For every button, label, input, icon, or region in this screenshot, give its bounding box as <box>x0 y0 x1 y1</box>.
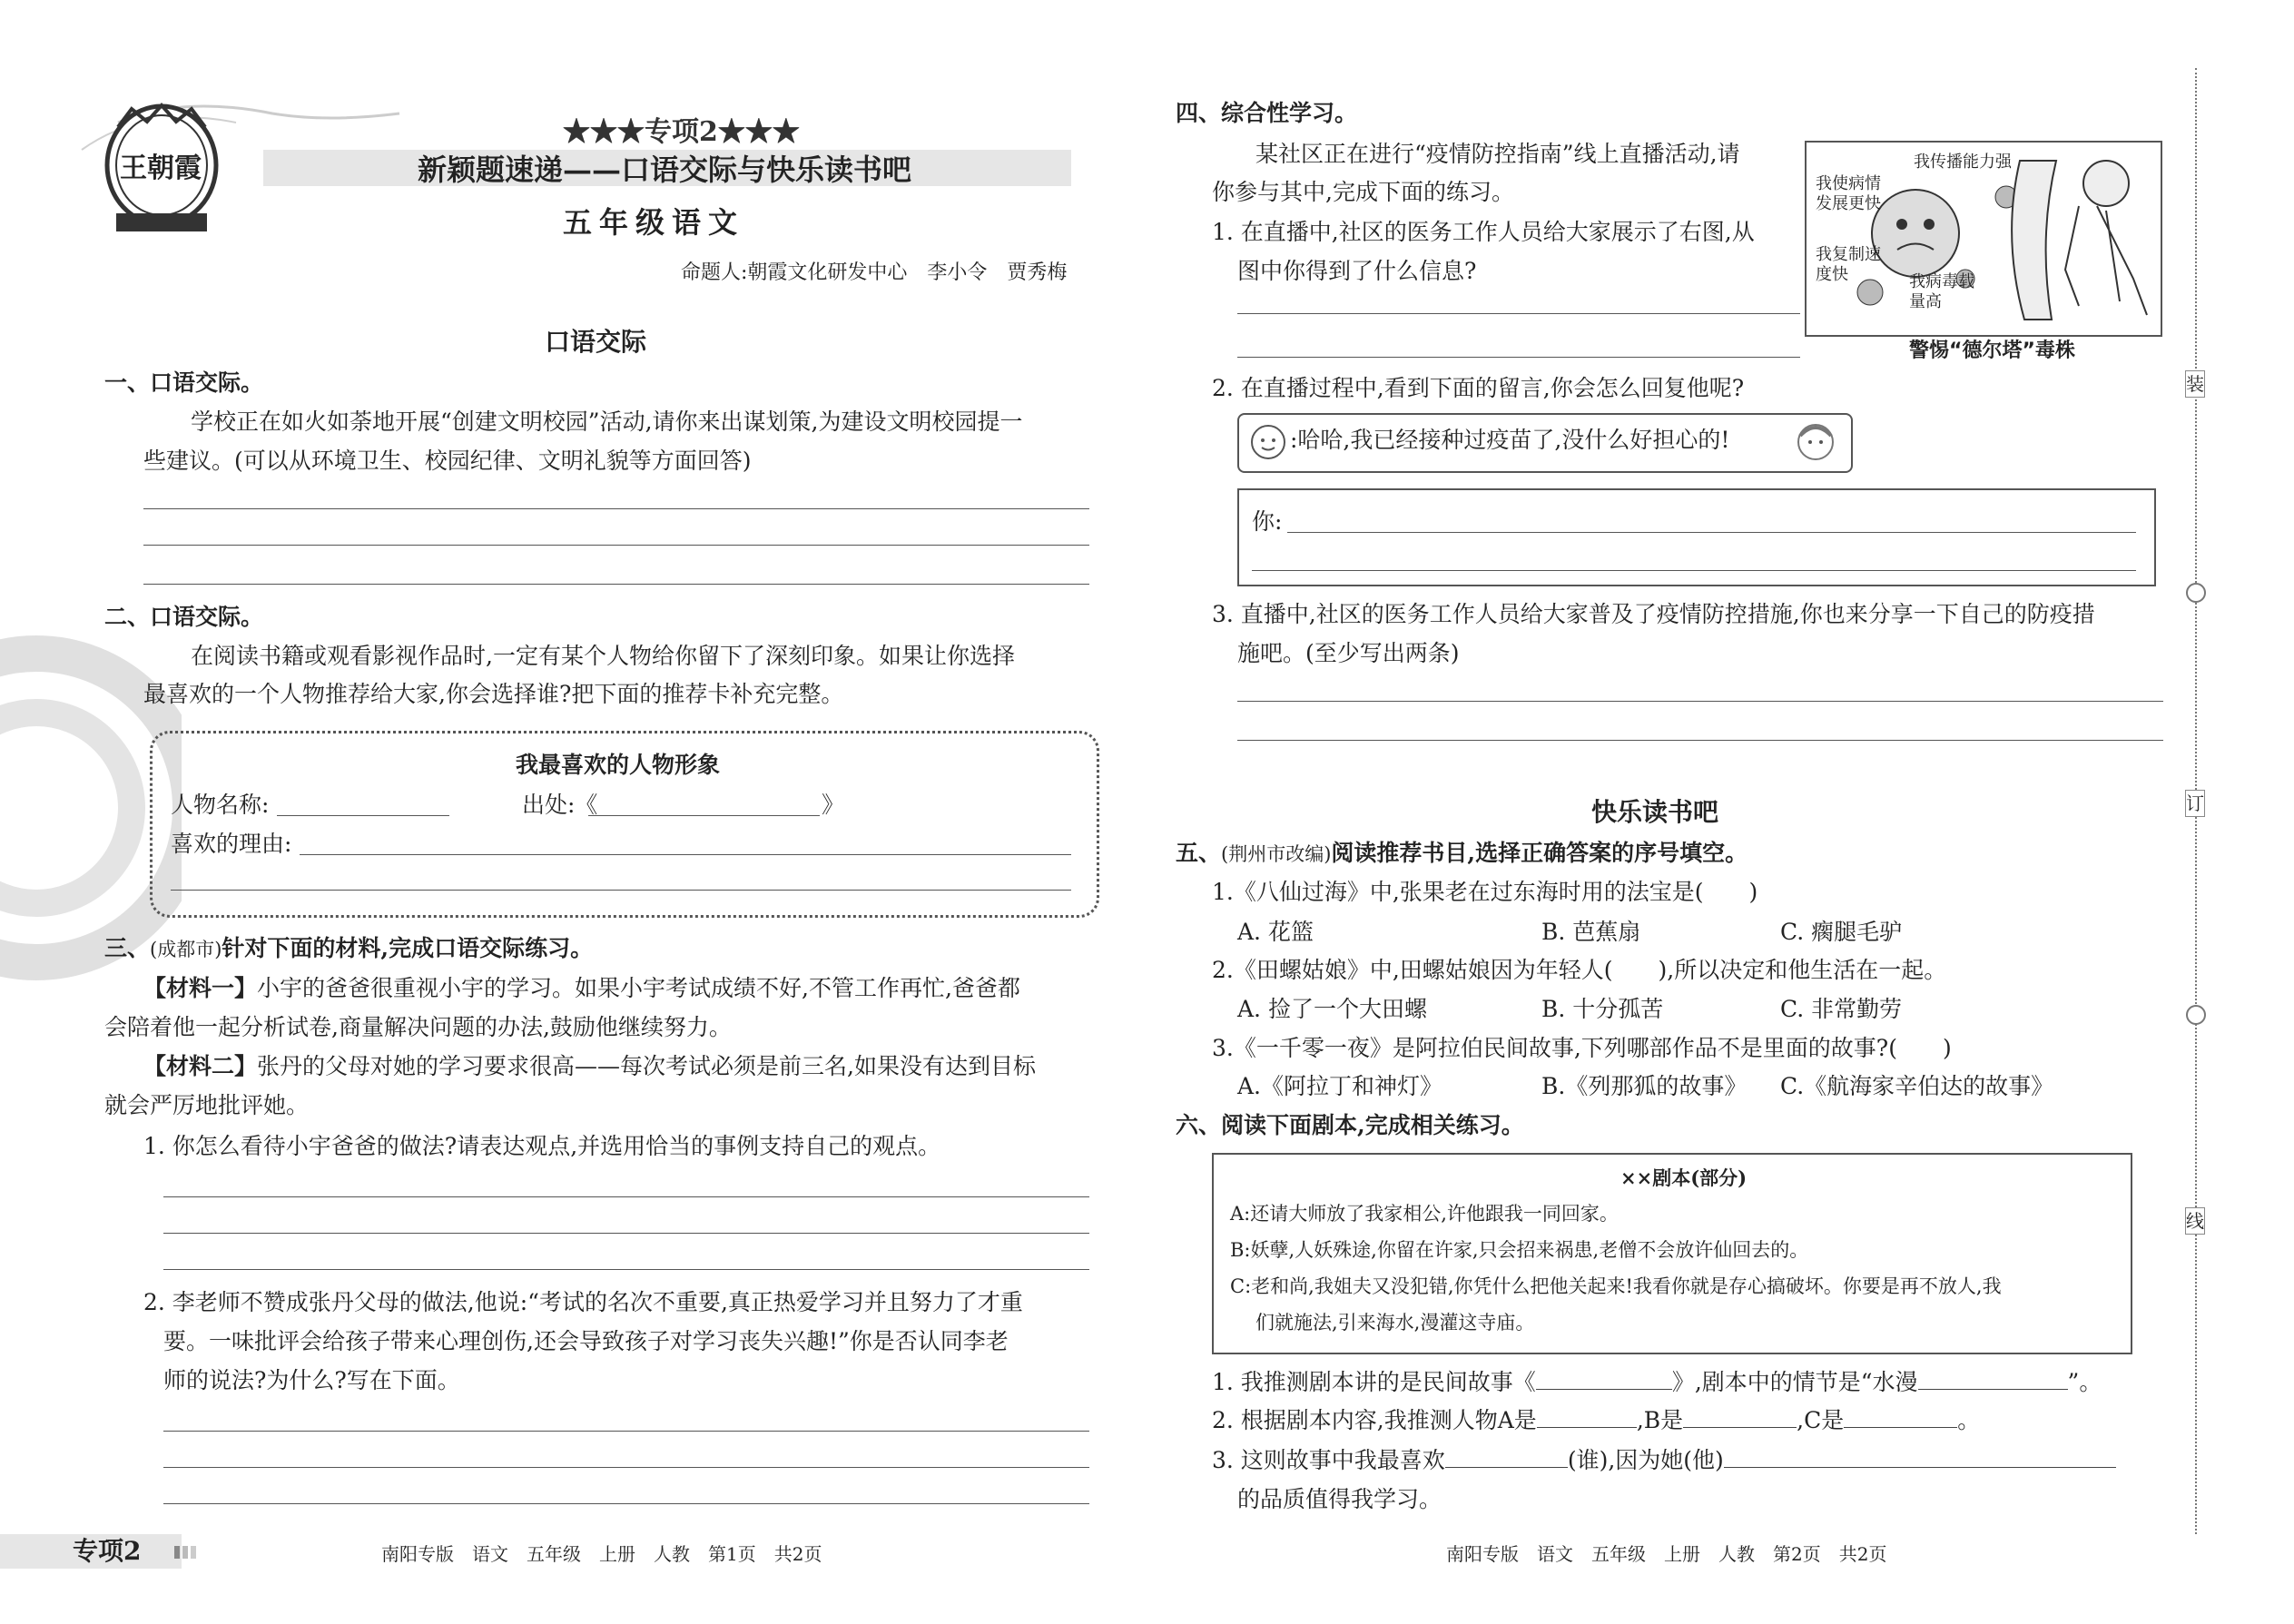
footer-text: 南阳专版 语文 五年级 上册 人教 第1页 共2页 <box>381 1543 822 1565</box>
q4-sub1-line[interactable] <box>1237 357 1800 358</box>
script-title: ××剧本(部分) <box>1620 1166 1748 1189</box>
header-title: 新颖题速递——口语交际与快乐读书吧 <box>418 153 912 187</box>
series-label: ★★★专项2★★★ <box>563 116 800 148</box>
card-source-label: 出处:《 <box>522 792 598 818</box>
material-2-text: 张丹的父母对她的学习要求很高——每次考试必须是前三名,如果没有达到目标 <box>257 1053 1036 1079</box>
material-2-line-1 <box>143 1053 1036 1080</box>
binding-mark-2: 订 <box>2185 790 2205 817</box>
fig-label-4: 我病毒载量高 <box>1909 272 1974 311</box>
q6-sub2-c: ,C是 <box>1797 1407 1845 1433</box>
q3-title-text: 针对下面的材料,完成口语交际练习。 <box>222 935 594 961</box>
footer-squares <box>174 1546 202 1559</box>
q4-sub3-line[interactable] <box>1237 740 2163 741</box>
q6-fav-blank[interactable] <box>1445 1447 1568 1468</box>
card-source-end: 》 <box>822 792 845 818</box>
q3-sub2-line[interactable] <box>163 1431 1089 1432</box>
q4-intro-2: 你参与其中,完成下面的练习。 <box>1212 179 1514 205</box>
script-line-4: 们就施法,引来海水,漫灌这寺庙。 <box>1255 1312 1535 1334</box>
reply-line[interactable] <box>1287 532 2136 533</box>
q5-item-3-question: 3.《一千零一夜》是阿拉伯民间故事,下列哪部作品不是里面的故事?( ) <box>1212 1035 1952 1061</box>
q5-item-2-option-a[interactable]: A. 捡了一个大田螺 <box>1237 996 1427 1022</box>
q6-sub2-a: 2. 根据剧本内容,我推测人物A是 <box>1212 1407 1537 1433</box>
q4-sub3-line-2: 施吧。(至少写出两条) <box>1237 640 1460 666</box>
binding-mark-3: 线 <box>2185 1207 2205 1235</box>
q1-answer-line[interactable] <box>143 584 1089 585</box>
q5-item-2-question: 2.《田螺姑娘》中,田螺姑娘因为年轻人( ),所以决定和他生活在一起。 <box>1212 957 1947 983</box>
q4-sub1-line-2: 图中你得到了什么信息? <box>1237 258 1477 284</box>
script-line-2: B:妖孽,人妖殊途,你留在许家,只会招来祸患,老僧不会放许仙回去的。 <box>1230 1239 1809 1261</box>
material-1-text: 小宇的爸爸很重视小宇的学习。如果小宇考试成绩不好,不管工作再忙,爸爸都 <box>257 975 1020 1001</box>
material-1-line-1 <box>143 975 1020 1002</box>
fig-caption: 警惕“德尔塔”毒株 <box>1909 340 2075 362</box>
q6-sub2 <box>1212 1407 1980 1434</box>
material-1-line-2: 会陪着他一起分析试卷,商量解决问题的办法,鼓励他继续努力。 <box>104 1014 732 1040</box>
authors: 命题人:朝霞文化研发中心 李小令 贾秀梅 <box>681 261 1068 284</box>
q6-sub2-d: 。 <box>1957 1407 1981 1433</box>
binding-circle-1 <box>2184 581 2208 605</box>
q6-story-blank[interactable] <box>1536 1369 1672 1390</box>
q3-sub2-line-3: 师的说法?为什么?写在下面。 <box>163 1367 460 1393</box>
right-page <box>1147 0 2294 1624</box>
q6-sub1-b: 》,剧本中的情节是“水漫 <box>1671 1369 1918 1395</box>
q3-sub2-line[interactable] <box>163 1467 1089 1468</box>
q4-intro-1: 某社区正在进行“疫情防控指南”线上直播活动,请 <box>1255 141 1740 167</box>
reply-line[interactable] <box>1252 570 2136 571</box>
q6-sub1 <box>1212 1369 2102 1396</box>
q6-sub1-c: ”。 <box>2067 1369 2102 1395</box>
binding-circle-2 <box>2184 1003 2208 1027</box>
card-title: 我最喜欢的人物形象 <box>516 752 721 778</box>
reply-box <box>1237 488 2156 586</box>
q1-answer-line[interactable] <box>143 508 1089 509</box>
kid-avatar-icon <box>1248 422 1288 462</box>
q6-reason-blank[interactable] <box>1724 1447 2116 1468</box>
logo-text: 王朝霞 <box>120 153 202 184</box>
card-reason-field[interactable] <box>300 854 1071 855</box>
q5-item-3-option-c[interactable]: C.《航海家辛伯达的故事》 <box>1780 1073 2054 1099</box>
q6-sub3 <box>1212 1447 2116 1474</box>
q6-sub3-end: 的品质值得我学习。 <box>1237 1486 1442 1512</box>
q5-item-3-option-a[interactable]: A.《阿拉丁和神灯》 <box>1237 1073 1443 1099</box>
fig-label-3: 我复制速度快 <box>1816 245 1881 284</box>
card-name-field[interactable] <box>277 815 449 816</box>
q6-role-a-blank[interactable] <box>1537 1407 1637 1428</box>
q5-source: (荆州市改编) <box>1221 843 1332 865</box>
card-reason-label: 喜欢的理由: <box>171 831 292 857</box>
q6-sub2-b: ,B是 <box>1636 1407 1684 1433</box>
q3-title <box>104 935 593 962</box>
q5-item-2-option-c[interactable]: C. 非常勤劳 <box>1780 996 1903 1022</box>
section-title-oral: 口语交际 <box>545 327 647 357</box>
q2-text-2: 最喜欢的一个人物推荐给大家,你会选择谁?把下面的推荐卡补充完整。 <box>143 681 844 707</box>
q3-sub2-line-1: 2. 李老师不赞成张丹父母的做法,他说:“考试的名次不重要,真正热爱学习并且努力了才重 <box>143 1289 1023 1315</box>
q4-sub3-line-1: 3. 直播中,社区的医务工作人员给大家普及了疫情防控措施,你也来分享一下自己的防疫措 <box>1212 601 2095 627</box>
material-1-label: 【材料一】 <box>143 975 258 1001</box>
q3-sub1-line[interactable] <box>163 1196 1089 1197</box>
fig-label-1: 我传播能力强 <box>1914 153 2012 172</box>
q3-source: (成都市) <box>150 939 222 960</box>
q2-text-1: 在阅读书籍或观看影视作品时,一定有某个人物给你留下了深刻印象。如果让你选择 <box>191 643 1015 669</box>
binding-mark-1: 装 <box>2185 370 2205 398</box>
q6-role-c-blank[interactable] <box>1844 1407 1957 1428</box>
q3-sub2-line[interactable] <box>163 1503 1089 1504</box>
material-2-label: 【材料二】 <box>143 1053 258 1079</box>
q3-sub1-line[interactable] <box>163 1269 1089 1270</box>
card-reason-field[interactable] <box>171 890 1071 891</box>
fig-label-2: 我使病情发展更快 <box>1816 174 1881 213</box>
section-title-reading: 快乐读书吧 <box>1591 797 1719 827</box>
q5-item-2-option-b[interactable]: B. 十分孤苦 <box>1541 996 1664 1022</box>
footer-tag: 专项2 <box>73 1536 142 1566</box>
card-name-label: 人物名称: <box>171 792 270 818</box>
girl-avatar-icon <box>1793 419 1838 465</box>
q5-item-1-question: 1.《八仙过海》中,张果老在过东海时用的法宝是( ) <box>1212 879 1758 905</box>
q3-prefix: 三、 <box>104 935 151 961</box>
q4-sub1-line-1: 1. 在直播中,社区的医务工作人员给大家展示了右图,从 <box>1212 219 1755 245</box>
comment-text: :哈哈,我已经接种过疫苗了,没什么好担心的! <box>1290 427 1730 453</box>
q1-answer-line[interactable] <box>143 545 1089 546</box>
q4-sub2: 2. 在直播过程中,看到下面的留言,你会怎么回复他呢? <box>1212 375 1745 401</box>
card-source-field[interactable] <box>588 815 820 816</box>
q3-sub1: 1. 你怎么看待小宇爸爸的做法?请表达观点,并选用恰当的事例支持自己的观点。 <box>143 1133 941 1159</box>
q6-sub1-a: 1. 我推测剧本讲的是民间故事《 <box>1212 1369 1536 1395</box>
q5-title-text: 阅读推荐书目,选择正确答案的序号填空。 <box>1331 840 1748 866</box>
q6-sub3-a: 3. 这则故事中我最喜欢 <box>1212 1447 1445 1473</box>
q6-plot-blank[interactable] <box>1918 1369 2068 1390</box>
q4-title: 四、综合性学习。 <box>1176 100 1358 126</box>
footer-text: 南阳专版 语文 五年级 上册 人教 第2页 共2页 <box>1446 1543 1887 1565</box>
q6-role-b-blank[interactable] <box>1683 1407 1797 1428</box>
q6-sub3-b: (谁),因为她(他) <box>1567 1447 1724 1473</box>
q5-title <box>1176 840 1748 867</box>
q5-item-1-option-a[interactable]: A. 花篮 <box>1237 919 1314 945</box>
material-2-line-2: 就会严厉地批评她。 <box>104 1092 310 1118</box>
script-line-1: A:还请大师放了我家相公,许他跟我一同回家。 <box>1230 1203 1619 1225</box>
q3-sub2-line-2: 要。一味批评会给孩子带来心理创伤,还会导致孩子对学习丧失兴趣!”你是否认同李老 <box>163 1328 1009 1354</box>
script-line-3: C:老和尚,我姐夫又没犯错,你凭什么把他关起来!我看你就是存心搞破坏。你要是再不放人,我 <box>1230 1275 2002 1297</box>
q5-prefix: 五、 <box>1176 840 1222 866</box>
q4-sub1-line[interactable] <box>1237 313 1800 314</box>
q1-text-2: 些建议。(可以从环境卫生、校园纪律、文明礼貌等方面回答) <box>143 448 752 474</box>
reply-label: 你: <box>1252 508 1283 535</box>
q4-sub3-line[interactable] <box>1237 701 2163 702</box>
subject-title: 五年级语文 <box>563 205 745 240</box>
q5-item-1-option-c[interactable]: C. 瘸腿毛驴 <box>1780 919 1903 945</box>
q5-item-3-option-b[interactable]: B.《列那狐的故事》 <box>1541 1073 1748 1099</box>
q2-title: 二、口语交际。 <box>104 604 264 630</box>
q5-item-1-option-b[interactable]: B. 芭蕉扇 <box>1541 919 1641 945</box>
q3-sub1-line[interactable] <box>163 1233 1089 1234</box>
q1-text-1: 学校正在如火如荼地开展“创建文明校园”活动,请你来出谋划策,为建设文明校园提一 <box>191 408 1023 435</box>
q6-title: 六、阅读下面剧本,完成相关练习。 <box>1176 1112 1524 1138</box>
q1-title: 一、口语交际。 <box>104 369 264 396</box>
